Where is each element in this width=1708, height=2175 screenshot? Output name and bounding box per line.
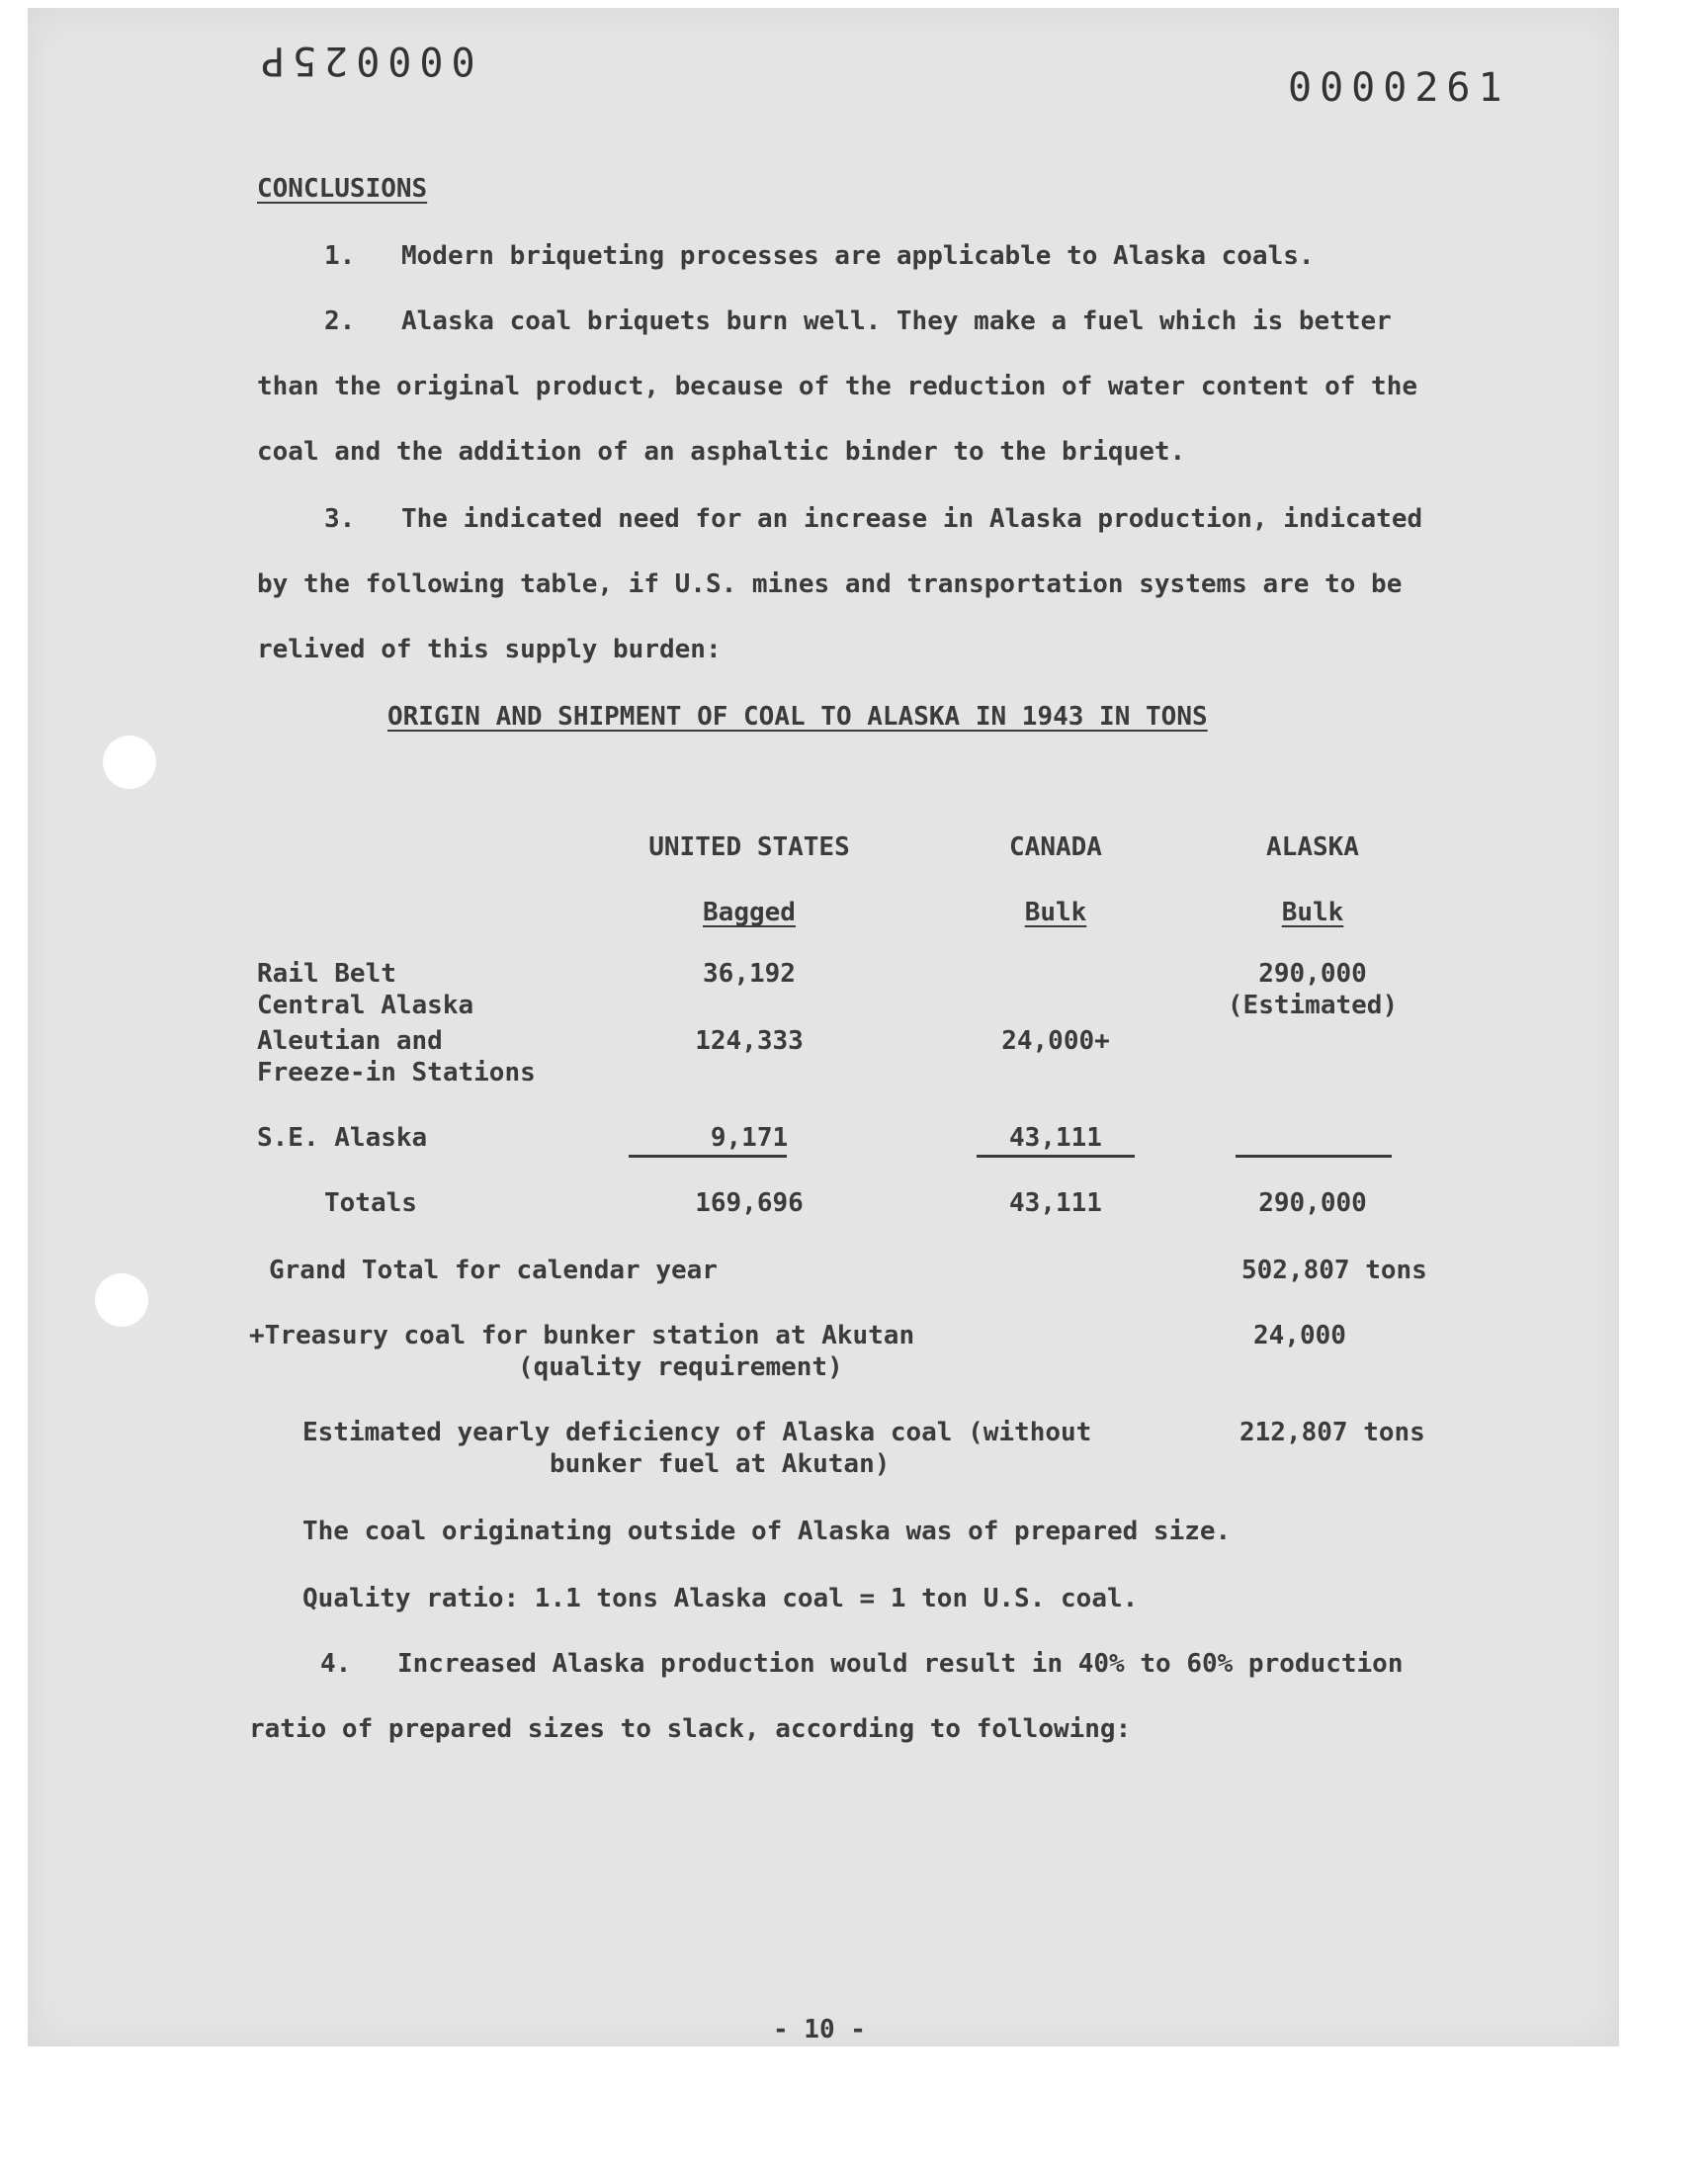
table-title: ORIGIN AND SHIPMENT OF COAL TO ALASKA IN 1943 IN TONS — [387, 702, 1208, 732]
paragraph-3-line-2: by the following table, if U.S. mines and transportation systems are to be — [257, 569, 1403, 599]
page-number: - 10 - — [773, 2015, 866, 2044]
cell-totals-alaska: 290,000 — [1258, 1188, 1367, 1218]
paragraph-2-line-3: coal and the addition of an asphaltic binder to the briquet. — [257, 437, 1186, 467]
paragraph-1-number: 1. — [324, 241, 356, 271]
punch-hole-bottom — [95, 1273, 148, 1327]
cell-rail-belt-alaska: 290,000 — [1258, 959, 1367, 989]
column-header-alaska: ALASKA — [1266, 832, 1359, 862]
treasury-note-line-2: (quality requirement) — [518, 1352, 843, 1382]
section-heading: CONCLUSIONS — [257, 174, 428, 204]
row-label-central-alaska: Central Alaska — [257, 991, 474, 1020]
column-subheader-alaska-bulk: Bulk — [1281, 898, 1344, 927]
treasury-note-line-1: +Treasury coal for bunker station at Akutan — [249, 1321, 915, 1350]
paragraph-2-line-1: Alaska coal briquets burn well. They make a fuel which is better — [401, 306, 1392, 336]
row-label-rail-belt: Rail Belt — [257, 959, 396, 989]
cell-se-alaska-us: 9,171 — [710, 1123, 789, 1153]
cell-se-alaska-canada: 43,111 — [1009, 1123, 1102, 1153]
paragraph-3-line-1: The indicated need for an increase in Alaska production, indicated — [401, 504, 1423, 534]
column-subheader-bagged: Bagged — [703, 898, 796, 927]
deficiency-line-1: Estimated yearly deficiency of Alaska coal (without — [302, 1418, 1092, 1447]
note-prepared-size: The coal originating outside of Alaska was of prepared size. — [302, 1517, 1232, 1546]
cell-aleutian-canada: 24,000+ — [1001, 1026, 1110, 1056]
subtotal-rule-us — [629, 1155, 787, 1158]
row-label-se-alaska: S.E. Alaska — [257, 1123, 428, 1153]
row-label-aleutian: Aleutian and — [257, 1026, 443, 1056]
paragraph-2-line-2: than the original product, because of the reduction of water content of the — [257, 372, 1417, 401]
paragraph-1-text: Modern briqueting processes are applicable to Alaska coals. — [401, 241, 1315, 271]
subtotal-rule-canada — [977, 1155, 1135, 1158]
paragraph-4-line-1: Increased Alaska production would result in 40% to 60% production — [397, 1649, 1404, 1679]
stamp-number-mirrored: 000025P — [253, 38, 475, 83]
cell-rail-belt-alaska-note: (Estimated) — [1227, 991, 1399, 1020]
paragraph-2-number: 2. — [324, 306, 356, 336]
cell-rail-belt-us: 36,192 — [703, 959, 796, 989]
paragraph-3-number: 3. — [324, 504, 356, 534]
row-label-freeze-in: Freeze-in Stations — [257, 1058, 536, 1088]
grand-total-value: 502,807 tons — [1241, 1256, 1427, 1285]
row-label-totals: Totals — [324, 1188, 417, 1218]
column-header-canada: CANADA — [1009, 832, 1102, 862]
document-page — [28, 8, 1619, 2046]
treasury-value: 24,000 — [1253, 1321, 1346, 1350]
stamp-number: 0000261 — [1288, 65, 1510, 111]
punch-hole-top — [103, 736, 156, 789]
grand-total-label: Grand Total for calendar year — [269, 1256, 718, 1285]
paragraph-4-line-2: ratio of prepared sizes to slack, according to following: — [249, 1714, 1132, 1744]
column-subheader-canada-bulk: Bulk — [1024, 898, 1087, 927]
paragraph-4-number: 4. — [320, 1649, 352, 1679]
paragraph-3-line-3: relived of this supply burden: — [257, 635, 722, 664]
column-header-united-states: UNITED STATES — [648, 832, 850, 862]
cell-aleutian-us: 124,333 — [695, 1026, 804, 1056]
deficiency-value: 212,807 tons — [1239, 1418, 1425, 1447]
cell-totals-us: 169,696 — [695, 1188, 804, 1218]
note-quality-ratio: Quality ratio: 1.1 tons Alaska coal = 1 ton U.S. coal. — [302, 1584, 1139, 1613]
cell-totals-canada: 43,111 — [1009, 1188, 1102, 1218]
deficiency-line-2: bunker fuel at Akutan) — [550, 1449, 891, 1479]
subtotal-rule-alaska — [1236, 1155, 1392, 1158]
